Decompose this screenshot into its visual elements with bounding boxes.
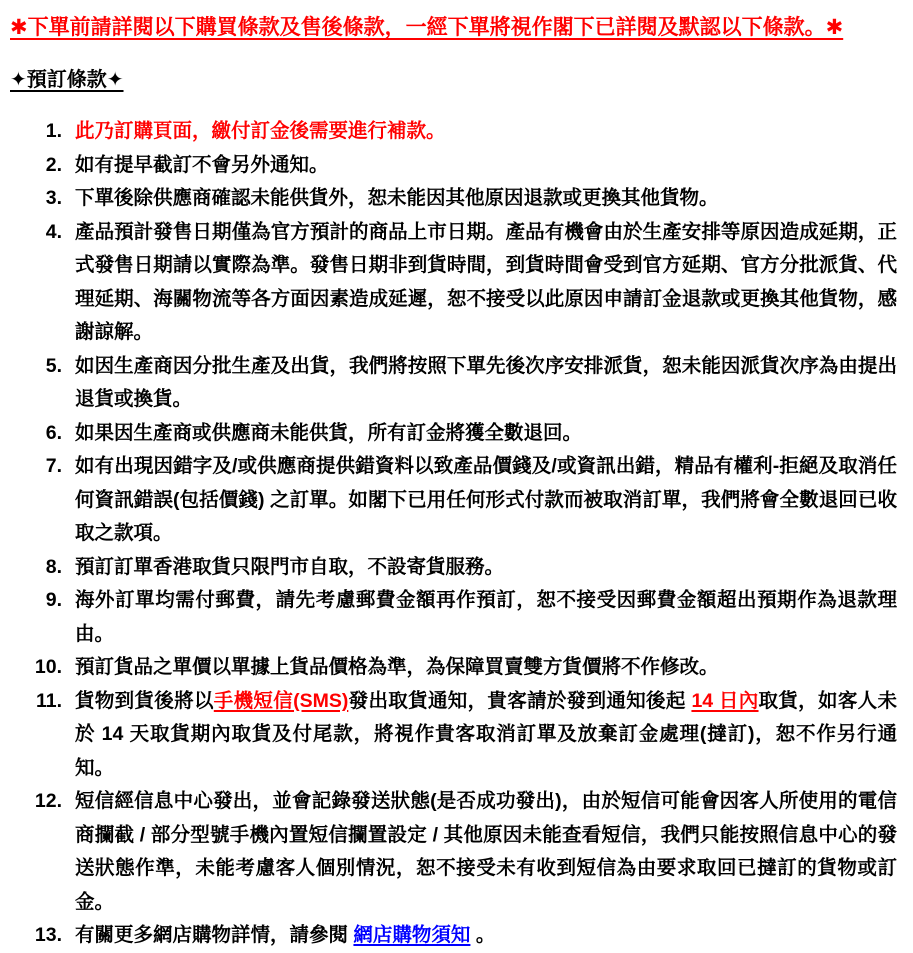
term-text: 貨物到貨後將以 xyxy=(75,689,214,712)
term-number: 9. xyxy=(45,589,62,611)
term-number: 5. xyxy=(45,354,62,377)
term-text: 短信經信息中心發出，並會記錄發送狀態(是否成功發出)，由於短信可能會因客人所使用的電信商攔截 / 部分型號手機內置短信攔置設定 / 其他原因未能查看短信，我們只能按照信息中心的發送狀態作準，未能考慮客人個別情況，恕不接受未有收到短信為由要求取回已撻訂的貨物或訂金。 xyxy=(75,790,897,913)
term-text: 預訂貨品之單價以單據上貨品價格為準，為保障買賣雙方貨價將不作修改。 xyxy=(75,656,719,678)
term-item-3 xyxy=(10,182,897,216)
term-number: 10. xyxy=(34,656,62,678)
terms-list xyxy=(10,115,897,953)
term-item-12 xyxy=(10,785,897,919)
term-number: 3. xyxy=(45,187,62,209)
term-text: 發出取貨通知，貴客請於發到通知後起 xyxy=(348,689,692,712)
term-item-6 xyxy=(10,417,897,451)
term-item-9 xyxy=(10,584,897,651)
term-number: 12. xyxy=(34,790,62,812)
sms-notice-highlight: 手機短信(SMS) xyxy=(213,689,349,712)
term-number: 6. xyxy=(45,421,62,444)
term-number: 13. xyxy=(34,924,62,946)
term-item-11 xyxy=(10,685,897,786)
term-text: 。 xyxy=(470,924,496,946)
term-item-4 xyxy=(10,216,897,350)
term-item-10 xyxy=(10,651,897,685)
shop-guide-link[interactable]: 網店購物須知 xyxy=(353,924,471,946)
term-number: 11. xyxy=(35,689,62,712)
term-text: 此乃訂購頁面，繳付訂金後需要進行補款。 xyxy=(75,120,446,142)
term-item-8 xyxy=(10,551,897,585)
preorder-terms-title: ✦預訂條款✦ xyxy=(10,69,124,91)
term-number: 4. xyxy=(45,220,62,243)
section-title-row xyxy=(10,43,897,93)
term-text: 如有出現因錯字及/或供應商提供錯資料以致產品價錢及/或資訊出錯，精品有權利-拒絕及取消任何資訊錯誤(包括價錢) 之訂單。如閣下已用任何形式付款而被取消訂單，我們將會全數退回已收取之款項。 xyxy=(75,455,897,544)
term-number: 2. xyxy=(45,153,62,176)
pickup-deadline-highlight: 14 日內 xyxy=(691,689,759,712)
term-item-13 xyxy=(10,919,897,953)
term-item-1 xyxy=(10,115,897,149)
term-text: 如有提早截訂不會另外通知。 xyxy=(75,153,329,176)
term-text: 如果因生產商或供應商未能供貨，所有訂金將獲全數退回。 xyxy=(75,421,583,444)
term-text: 預訂訂單香港取貨只限門市自取，不設寄貨服務。 xyxy=(75,555,505,578)
term-text: 產品預計發售日期僅為官方預計的商品上市日期。產品有機會由於生產安排等原因造成延期，正式發售日期請以實際為準。發售日期非到貨時間，到貨時間會受到官方延期、官方分批派貨、代理延期、海關物流等各方面因素造成延遲，恕不接受以此原因申請訂金退款或更換其他貨物，感謝諒解。 xyxy=(75,220,897,343)
term-item-5 xyxy=(10,350,897,417)
term-text: 有關更多網店購物詳情，請參閱 xyxy=(75,924,354,946)
purchase-notice-header: ✱下單前請詳閱以下購買條款及售後條款，一經下單將視作閣下已詳閱及默認以下條款。✱ xyxy=(10,16,844,39)
term-item-2 xyxy=(10,149,897,183)
term-number: 7. xyxy=(45,455,62,477)
term-number: 1. xyxy=(45,120,62,142)
term-number: 8. xyxy=(45,555,62,578)
term-text: 海外訂單均需付郵費，請先考慮郵費金額再作預訂，恕不接受因郵費金額超出預期作為退款理由。 xyxy=(75,589,897,645)
term-item-7 xyxy=(10,450,897,551)
term-text: 取貨，如客人未於 14 天取貨期內取貨及付尾款，將視作貴客取消訂單及放棄訂金處理(撻訂)，恕不作另行通知。 xyxy=(75,689,897,779)
term-text: 如因生產商因分批生產及出貨，我們將按照下單先後次序安排派貨，恕未能因派貨次序為由提出退貨或換貨。 xyxy=(75,354,897,410)
term-text: 下單後除供應商確認未能供貨外，恕未能因其他原因退款或更換其他貨物。 xyxy=(75,187,719,209)
